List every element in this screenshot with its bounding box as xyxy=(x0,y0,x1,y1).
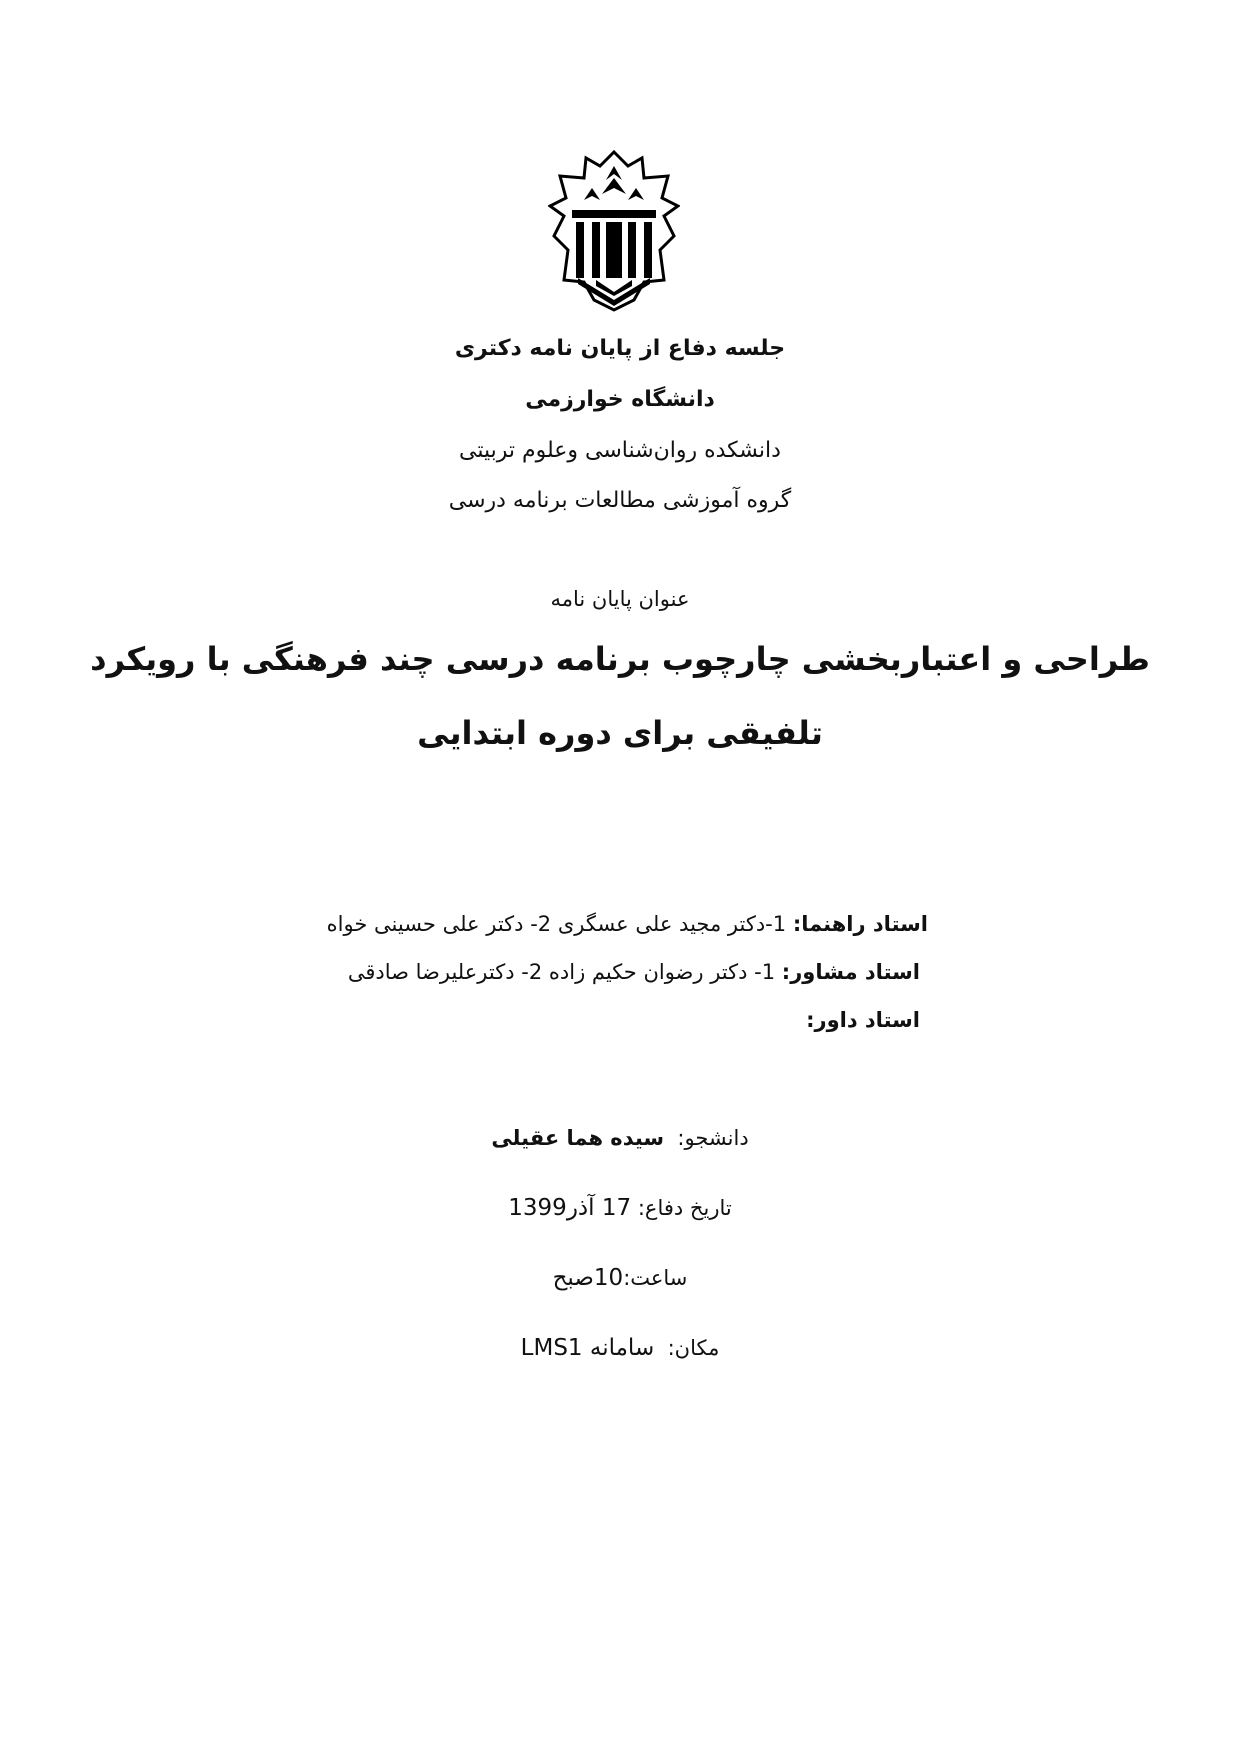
university-logo-emblem xyxy=(548,150,680,312)
defense-date-row xyxy=(0,1195,1240,1221)
referee-label: استاد داور: xyxy=(806,1008,920,1032)
place-row xyxy=(0,1335,1240,1361)
advisor-row xyxy=(308,912,928,936)
consultant-row xyxy=(300,960,920,984)
consultant-label: استاد مشاور: xyxy=(781,960,920,984)
advisor-label: استاد راهنما: xyxy=(792,912,928,936)
student-label: دانشجو: xyxy=(677,1126,749,1150)
session-title: جلسه دفاع از پایان نامه دکتری xyxy=(454,336,786,361)
thesis-title-line-2: تلفیقی برای دوره ابتدایی xyxy=(417,714,823,752)
student-row xyxy=(0,1126,1240,1150)
consultant-names: 1- دکتر رضوان حکیم زاده 2- دکترعلیرضا صادقی xyxy=(347,960,782,984)
thesis-title-line-1: طراحی و اعتباربخشی چارچوب برنامه درسی چند فرهنگی با رویکرد xyxy=(90,640,1150,678)
faculty-name: دانشکده روان‌شناسی وعلوم تربیتی xyxy=(459,438,781,463)
defense-date-value: 17 آذر1399 xyxy=(508,1195,632,1221)
place-label: مکان: xyxy=(667,1336,720,1360)
thesis-title-label: عنوان پایان نامه xyxy=(550,587,690,611)
defense-date-label: تاریخ دفاع: xyxy=(637,1196,732,1220)
time-label: ساعت: xyxy=(623,1266,688,1290)
department-name: گروه آموزشی مطالعات برنامه درسی xyxy=(448,488,792,513)
time-row xyxy=(0,1265,1240,1291)
place-value: سامانه LMS1 xyxy=(520,1335,655,1361)
advisor-names: 1-دکتر مجید علی عسگری 2- دکتر علی حسینی خواه xyxy=(326,912,793,936)
time-value: 10صبح xyxy=(552,1265,624,1291)
university-name: دانشگاه خوارزمی xyxy=(525,387,715,412)
referee-row xyxy=(300,1008,920,1032)
student-name: سیده هما عقیلی xyxy=(491,1126,665,1150)
